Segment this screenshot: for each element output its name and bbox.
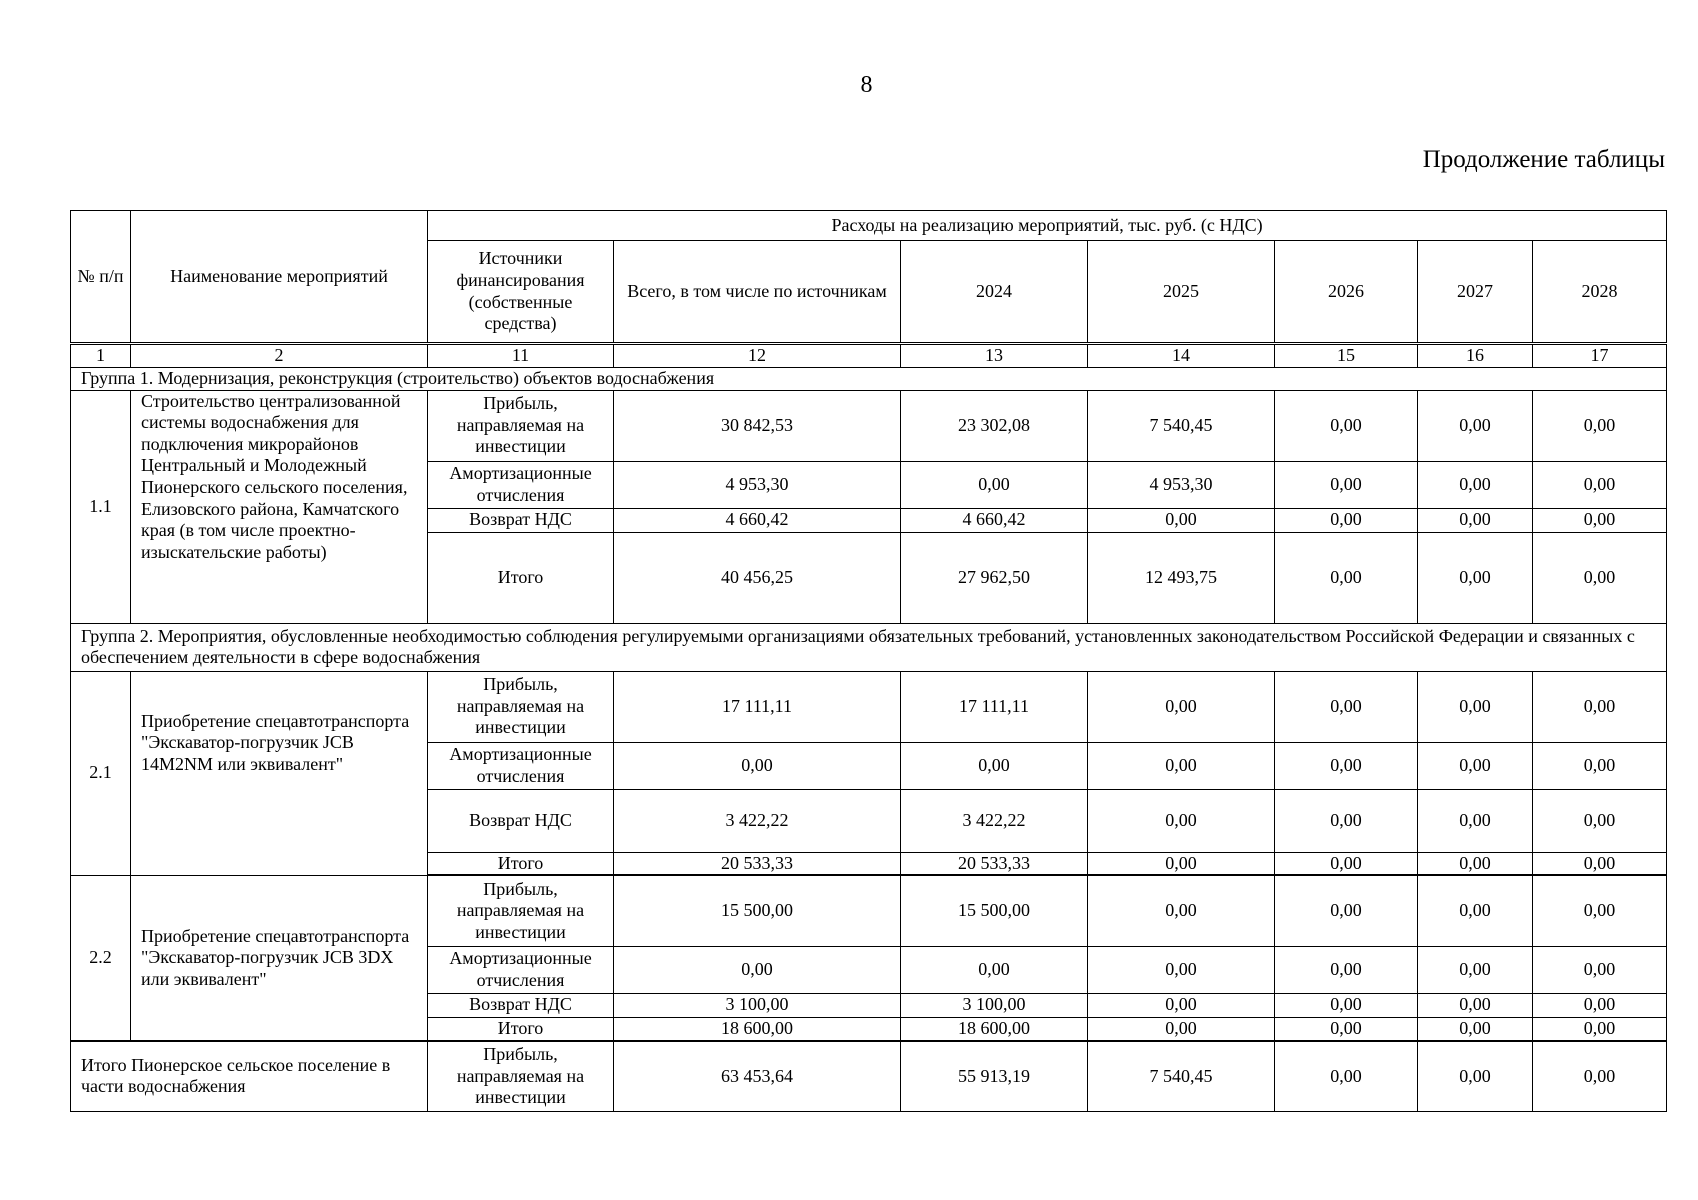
value-cell: 0,00 — [1533, 671, 1667, 742]
value-cell: 0,00 — [1088, 993, 1275, 1017]
source-cell: Амортизационные отчисления — [428, 461, 614, 508]
value-cell: 3 100,00 — [901, 993, 1088, 1017]
col-header-total: Всего, в том числе по источникам — [614, 241, 901, 344]
value-cell: 15 500,00 — [614, 875, 901, 946]
column-numbering-row — [71, 344, 1667, 368]
value-cell: 0,00 — [614, 946, 901, 993]
value-cell: 0,00 — [1533, 789, 1667, 852]
summary-row — [71, 1041, 1667, 1111]
item-name: Строительство централизованной системы водоснабжения для подключения микрорайонов Центральный и Молодежный Пионерского сельского поселения, Елизовского района, Камчатского края (в том числе проектно-изыскательские работы) — [131, 390, 428, 623]
col-header-year: 2025 — [1088, 241, 1275, 344]
value-cell: 4 953,30 — [1088, 461, 1275, 508]
value-cell: 0,00 — [1533, 532, 1667, 623]
source-cell: Итого — [428, 852, 614, 875]
value-cell: 17 111,11 — [901, 671, 1088, 742]
value-cell: 63 453,64 — [614, 1041, 901, 1111]
value-cell: 0,00 — [1275, 875, 1418, 946]
value-cell: 27 962,50 — [901, 532, 1088, 623]
value-cell: 4 953,30 — [614, 461, 901, 508]
table-row — [71, 875, 1667, 946]
col-header-num: № п/п — [71, 211, 131, 344]
col-header-name: Наименование мероприятий — [131, 211, 428, 344]
value-cell: 0,00 — [1418, 532, 1533, 623]
value-cell: 7 540,45 — [1088, 390, 1275, 461]
value-cell: 0,00 — [1533, 461, 1667, 508]
value-cell: 4 660,42 — [901, 508, 1088, 532]
value-cell: 0,00 — [1533, 508, 1667, 532]
page-number: 8 — [860, 72, 873, 98]
col-header-year: 2027 — [1418, 241, 1533, 344]
value-cell: 0,00 — [1275, 993, 1418, 1017]
value-cell: 12 493,75 — [1088, 532, 1275, 623]
col-header-expenses: Расходы на реализацию мероприятий, тыс. руб. (с НДС) — [428, 211, 1667, 241]
col-number: 16 — [1418, 344, 1533, 368]
table-row — [71, 390, 1667, 461]
source-cell: Амортизационные отчисления — [428, 742, 614, 789]
item-name — [131, 671, 428, 875]
value-cell: 0,00 — [1418, 1017, 1533, 1041]
value-cell: 0,00 — [1275, 390, 1418, 461]
value-cell: 0,00 — [1418, 671, 1533, 742]
value-cell: 0,00 — [1418, 742, 1533, 789]
value-cell: 0,00 — [1275, 671, 1418, 742]
value-cell: 20 533,33 — [614, 852, 901, 875]
col-header-year: 2026 — [1275, 241, 1418, 344]
value-cell: 0,00 — [1275, 1041, 1418, 1111]
value-cell: 0,00 — [1418, 789, 1533, 852]
value-cell: 0,00 — [1418, 946, 1533, 993]
value-cell: 0,00 — [1418, 852, 1533, 875]
value-cell: 4 660,42 — [614, 508, 901, 532]
value-cell: 0,00 — [1088, 1017, 1275, 1041]
value-cell: 3 422,22 — [614, 789, 901, 852]
col-number: 11 — [428, 344, 614, 368]
value-cell: 0,00 — [1275, 532, 1418, 623]
value-cell: 23 302,08 — [901, 390, 1088, 461]
value-cell: 0,00 — [1418, 508, 1533, 532]
summary-name: Итого Пионерское сельское поселение в части водоснабжения — [71, 1041, 428, 1111]
col-header-source: Источники финансирования (собственные средства) — [428, 241, 614, 344]
col-number: 14 — [1088, 344, 1275, 368]
item-number: 1.1 — [71, 390, 131, 623]
value-cell: 40 456,25 — [614, 532, 901, 623]
value-cell: 0,00 — [1533, 1041, 1667, 1111]
value-cell: 0,00 — [1533, 742, 1667, 789]
group-title: Группа 2. Мероприятия, обусловленные необходимостью соблюдения регулируемыми организациями обязательных требований, установленных законодательством Российской Федерации и связанных с обеспечением деятельности в сфере водоснабжения — [71, 623, 1667, 671]
col-number: 1 — [71, 344, 131, 368]
value-cell: 0,00 — [901, 461, 1088, 508]
col-header-year: 2028 — [1533, 241, 1667, 344]
source-cell: Итого — [428, 1017, 614, 1041]
value-cell: 0,00 — [1533, 1017, 1667, 1041]
value-cell: 0,00 — [1275, 946, 1418, 993]
value-cell: 30 842,53 — [614, 390, 901, 461]
value-cell: 0,00 — [1275, 789, 1418, 852]
value-cell: 3 100,00 — [614, 993, 901, 1017]
value-cell: 0,00 — [1275, 508, 1418, 532]
value-cell: 20 533,33 — [901, 852, 1088, 875]
value-cell: 0,00 — [1088, 946, 1275, 993]
col-number: 12 — [614, 344, 901, 368]
value-cell: 0,00 — [1275, 742, 1418, 789]
source-cell: Возврат НДС — [428, 993, 614, 1017]
value-cell: 0,00 — [1418, 875, 1533, 946]
source-cell: Прибыль, направляемая на инвестиции — [428, 390, 614, 461]
value-cell: 0,00 — [1533, 875, 1667, 946]
item-name-text: Приобретение спецавтотранспорта "Экскаватор-погрузчик JCB 14M2NM или эквивалент" — [141, 710, 410, 774]
value-cell: 0,00 — [1088, 671, 1275, 742]
group-title: Группа 1. Модернизация, реконструкция (строительство) объектов водоснабжения — [71, 367, 1667, 390]
value-cell: 0,00 — [1533, 852, 1667, 875]
source-cell: Прибыль, направляемая на инвестиции — [428, 671, 614, 742]
value-cell: 0,00 — [1418, 1041, 1533, 1111]
item-name: Приобретение спецавтотранспорта "Экскаватор-погрузчик JCB 3DX или эквивалент" — [131, 875, 428, 1041]
value-cell: 18 600,00 — [614, 1017, 901, 1041]
value-cell: 0,00 — [901, 742, 1088, 789]
value-cell: 0,00 — [1275, 1017, 1418, 1041]
value-cell: 15 500,00 — [901, 875, 1088, 946]
value-cell: 0,00 — [1275, 461, 1418, 508]
value-cell: 0,00 — [1418, 390, 1533, 461]
value-cell: 7 540,45 — [1088, 1041, 1275, 1111]
value-cell: 55 913,19 — [901, 1041, 1088, 1111]
value-cell: 0,00 — [1533, 946, 1667, 993]
item-number: 2.2 — [71, 875, 131, 1041]
source-cell: Возврат НДС — [428, 508, 614, 532]
col-header-year: 2024 — [901, 241, 1088, 344]
source-cell: Итого — [428, 532, 614, 623]
value-cell: 0,00 — [1418, 461, 1533, 508]
value-cell: 0,00 — [1088, 742, 1275, 789]
expenses-table — [70, 210, 1667, 1112]
group-row — [71, 623, 1667, 671]
source-cell: Прибыль, направляемая на инвестиции — [428, 875, 614, 946]
item-number: 2.1 — [71, 671, 131, 875]
group-row — [71, 367, 1667, 390]
col-number: 13 — [901, 344, 1088, 368]
value-cell: 0,00 — [1088, 875, 1275, 946]
table-row — [71, 671, 1667, 742]
header-row-1 — [71, 211, 1667, 241]
value-cell: 0,00 — [1088, 852, 1275, 875]
value-cell: 0,00 — [1088, 508, 1275, 532]
value-cell: 17 111,11 — [614, 671, 901, 742]
col-number: 2 — [131, 344, 428, 368]
value-cell: 0,00 — [1418, 993, 1533, 1017]
source-cell: Амортизационные отчисления — [428, 946, 614, 993]
value-cell: 0,00 — [1533, 390, 1667, 461]
value-cell: 3 422,22 — [901, 789, 1088, 852]
source-cell: Прибыль, направляемая на инвестиции — [428, 1041, 614, 1111]
continuation-label: Продолжение таблицы — [1422, 146, 1665, 173]
value-cell: 0,00 — [1088, 789, 1275, 852]
value-cell: 0,00 — [901, 946, 1088, 993]
col-number: 15 — [1275, 344, 1418, 368]
value-cell: 0,00 — [1275, 852, 1418, 875]
col-number: 17 — [1533, 344, 1667, 368]
value-cell: 0,00 — [614, 742, 901, 789]
source-cell: Возврат НДС — [428, 789, 614, 852]
value-cell: 0,00 — [1533, 993, 1667, 1017]
value-cell: 18 600,00 — [901, 1017, 1088, 1041]
